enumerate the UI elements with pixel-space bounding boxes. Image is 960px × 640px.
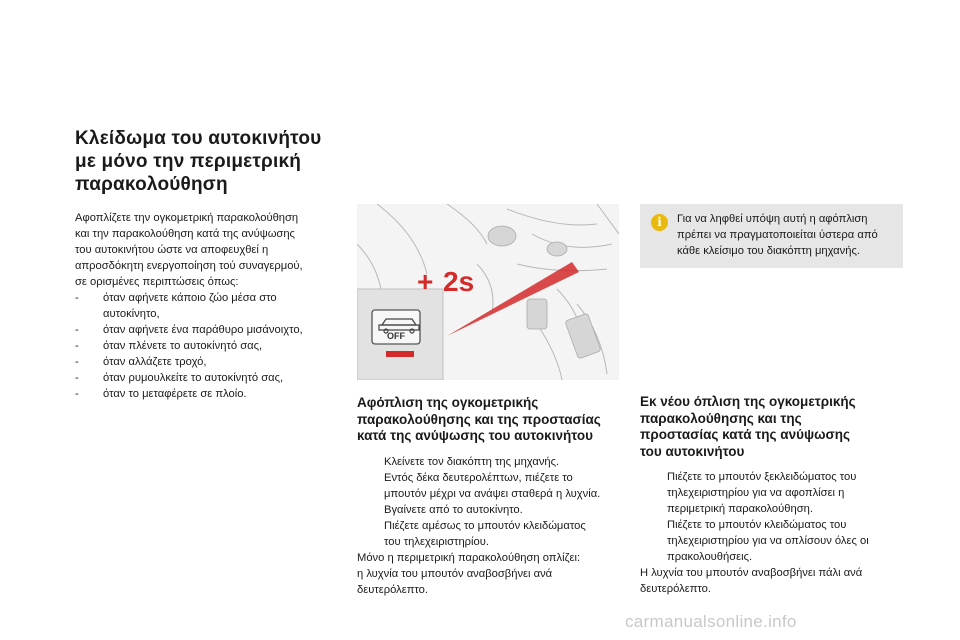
step-line: Πιέζετε το μπουτόν ξεκλειδώματος του — [667, 471, 857, 483]
rearm-steps — [640, 469, 905, 565]
dash-marker: - — [75, 388, 79, 400]
page-title-line: παρακολούθηση — [75, 174, 228, 195]
step-line: τηλεχειριστηρίου για να αφοπλίσει η — [667, 487, 845, 499]
list-item — [75, 386, 340, 402]
section-title-line: προστασίας κατά της ανύψωσης — [640, 427, 851, 442]
list-item — [640, 469, 905, 517]
paragraph-line: Μόνο η περιμετρική παρακολούθηση οπλίζει: — [357, 551, 581, 564]
dash-marker: - — [75, 324, 79, 336]
section-title-line: Αφόπλιση της ογκομετρικής — [357, 395, 539, 410]
list-item — [357, 502, 622, 518]
paragraph-line: δευτερόλεπτο. — [357, 583, 429, 596]
page-title-line: με μόνο την περιμετρική — [75, 151, 302, 172]
disarm-steps — [357, 454, 622, 550]
disarm-section-title — [357, 395, 622, 445]
step-line: μπουτόν μέχρι να ανάψει σταθερά η λυχνία. — [384, 487, 601, 500]
section-title-line: κατά της ανύψωσης του αυτοκινήτου — [357, 428, 593, 443]
step-line: Πιέζετε το μπουτόν κλειδώματος του — [667, 519, 847, 531]
disarm-result-paragraph — [357, 550, 622, 598]
right-column — [640, 204, 905, 597]
section-title-line: Εκ νέου όπλιση της ογκομετρικής — [640, 394, 856, 409]
step-line: Εντός δέκα δευτερολέπτων, πιέζετε το — [384, 471, 573, 484]
list-item-line: όταν αλλάζετε τροχό, — [103, 356, 207, 368]
section-title-line: παρακολούθησης και της — [640, 410, 802, 426]
dash-marker: - — [75, 340, 79, 352]
intro-line: απροσδόκητη ενεργοποίηση τού συναγερμού, — [75, 260, 303, 272]
middle-column — [357, 204, 622, 598]
left-column — [75, 127, 340, 402]
paragraph-line: δευτερόλεπτο. — [640, 583, 712, 595]
intro-line: και την παρακολούθηση κατά της ανύψωσης — [75, 228, 295, 240]
list-item — [75, 322, 340, 338]
list-item — [357, 518, 622, 550]
section-title-line: του αυτοκινήτου — [640, 443, 745, 459]
dashboard-illustration — [357, 204, 619, 380]
info-note — [640, 204, 903, 268]
note-line: πρέπει να πραγματοποιείται ύστερα από — [677, 229, 878, 241]
page-title — [75, 127, 340, 196]
section-title-line: παρακολούθησης και της προστασίας — [357, 411, 601, 427]
time-label: 2s — [443, 266, 475, 297]
note-line: κάθε κλείσιμο του διακόπτη μηχανής. — [677, 245, 860, 257]
list-item-line: όταν αφήνετε κάποιο ζώο μέσα στο — [103, 292, 277, 304]
list-item — [357, 454, 622, 470]
intro-line: σε ορισμένες περιπτώσεις όπως: — [75, 276, 239, 288]
step-line: Πιέζετε αμέσως το μπουτόν κλειδώματος — [384, 519, 586, 532]
list-item — [75, 354, 340, 370]
page-title-line: Κλείδωμα του αυτοκινήτου — [75, 128, 322, 149]
rearm-section-title — [640, 394, 905, 460]
paragraph-line: η λυχνία του μπουτόν αναβοσβήνει ανά — [357, 567, 553, 580]
list-item-line: όταν αφήνετε ένα παράθυρο μισάνοιχτο, — [103, 324, 303, 336]
info-icon: i — [651, 214, 668, 231]
step-line: τηλεχειριστηρίου για να οπλίσουν όλες οι — [667, 535, 869, 547]
list-item — [357, 470, 622, 502]
intro-line: του αυτοκινήτου ώστε να αποφευχθεί η — [75, 244, 269, 256]
step-line: πρακολουθήσεις. — [667, 551, 753, 563]
dashboard-drawing — [357, 204, 619, 380]
dash-marker: - — [75, 292, 79, 304]
off-button-label: OFF — [387, 331, 405, 341]
dash-marker: - — [75, 356, 79, 368]
step-line: Βγαίνετε από το αυτοκίνητο. — [384, 503, 523, 516]
intro-paragraph — [75, 210, 340, 290]
list-item-line: όταν ρυμουλκείτε το αυτοκίνητό σας, — [103, 372, 284, 384]
list-item-line: όταν πλένετε το αυτοκίνητό σας, — [103, 340, 263, 352]
list-item — [75, 290, 340, 322]
list-item-line: αυτοκίνητο, — [103, 308, 160, 320]
paragraph-line: Η λυχνία του μπουτόν αναβοσβήνει πάλι ανά — [640, 567, 863, 579]
watermark-link[interactable]: carmanualsonline.info — [625, 612, 797, 631]
list-item-line: όταν το μεταφέρετε σε πλοίο. — [103, 388, 247, 400]
dash-marker: - — [75, 372, 79, 384]
intro-line: Αφοπλίζετε την ογκομετρική παρακολούθηση — [75, 212, 299, 224]
list-item — [75, 370, 340, 386]
plus-label: + — [417, 266, 434, 297]
rearm-result-paragraph — [640, 565, 905, 597]
info-note-text — [677, 211, 895, 259]
step-line: περιμετρική παρακολούθηση. — [667, 503, 813, 515]
list-item — [640, 517, 905, 565]
step-line: του τηλεχειριστηρίου. — [384, 535, 489, 548]
list-item — [75, 338, 340, 354]
situations-list — [75, 290, 340, 402]
note-line: Για να ληφθεί υπόψη αυτή η αφόπλιση — [677, 213, 868, 225]
step-line: Κλείνετε τον διακόπτη της μηχανής. — [384, 455, 560, 468]
